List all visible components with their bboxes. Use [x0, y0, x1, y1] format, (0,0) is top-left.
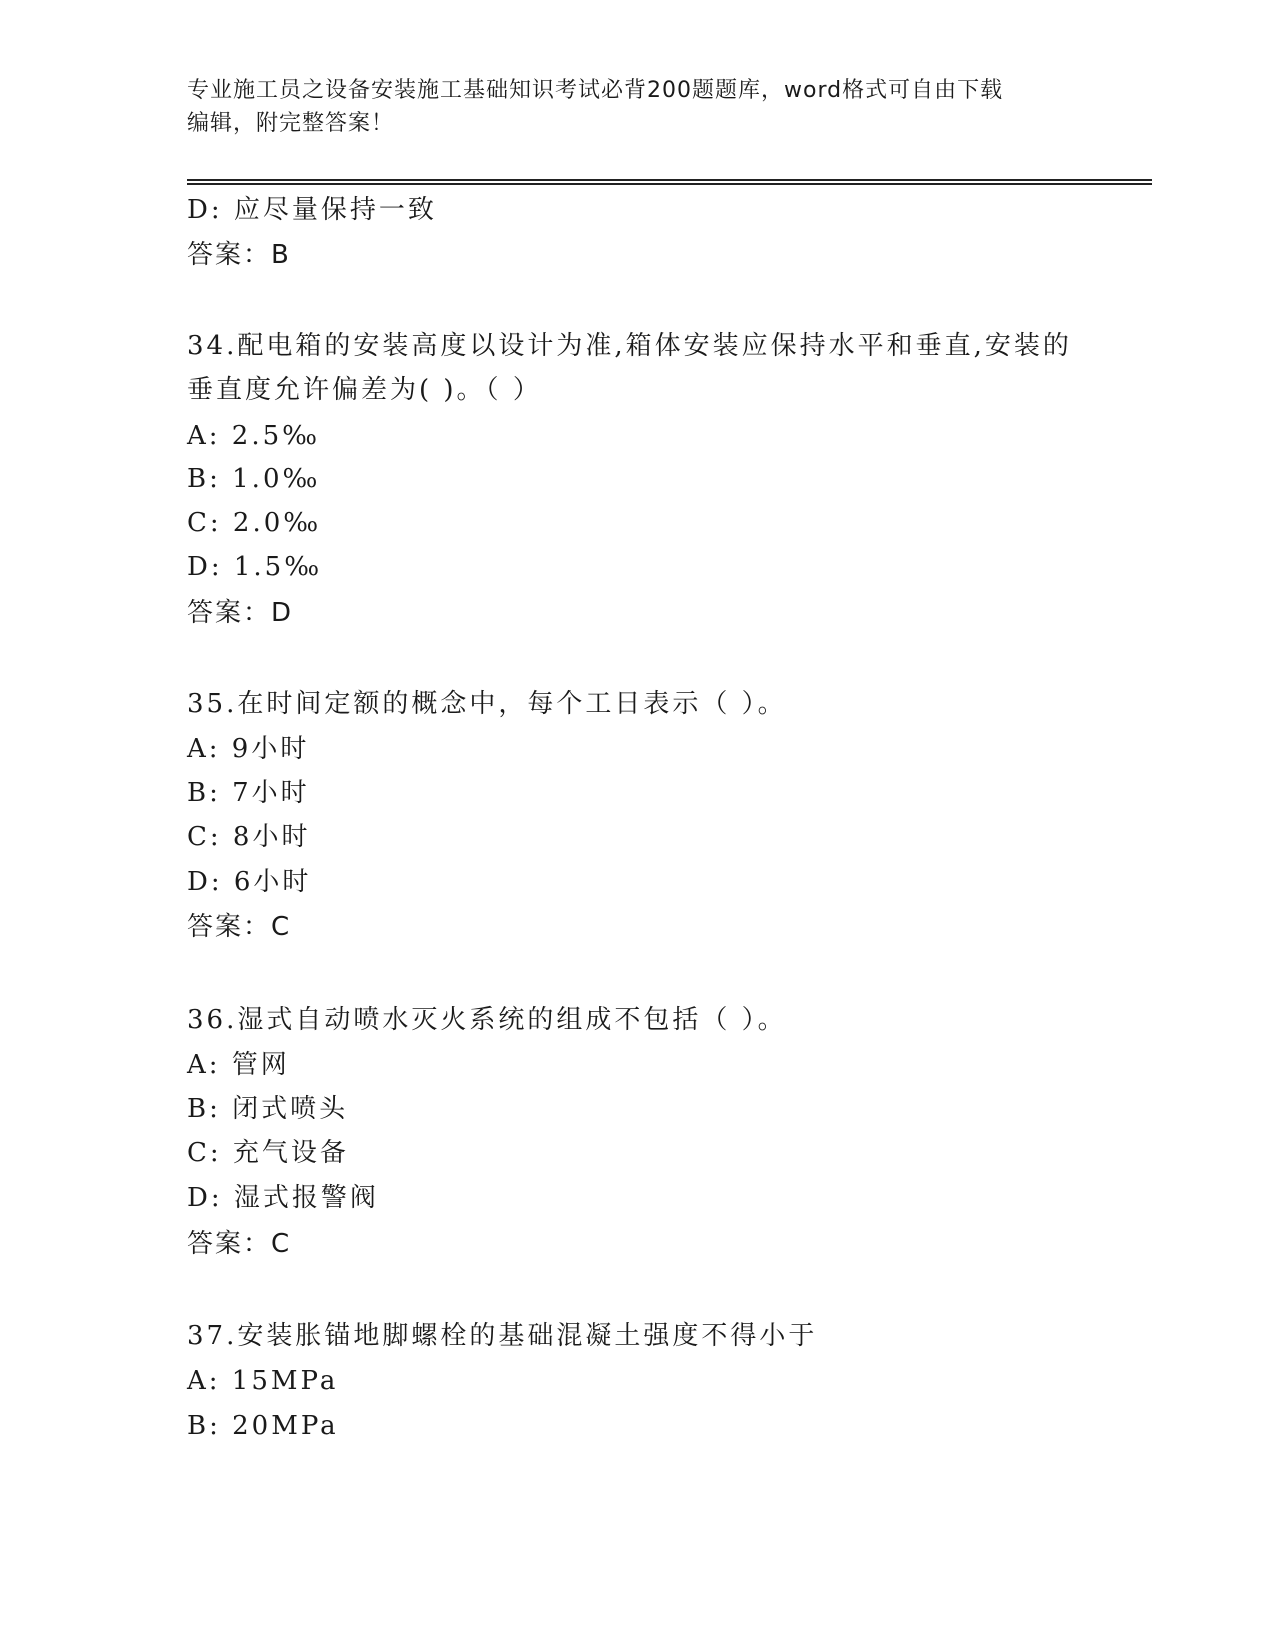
q34-answer: 答案：D [187, 598, 294, 628]
q33-option-d: D: 应尽量保持一致 [187, 195, 437, 225]
header-title-line-1: 专业施工员之设备安装施工基础知识考试必背200题题库，word格式可自由下载 [187, 78, 1004, 103]
q34-option-a: A: 2.5‰ [187, 421, 321, 451]
q35-option-a: A: 9小时 [187, 734, 310, 764]
header-title-line-2: 编辑，附完整答案！ [187, 111, 395, 136]
q34-option-d: D: 1.5‰ [187, 552, 323, 582]
q37-stem: 37.安装胀锚地脚螺栓的基础混凝土强度不得小于 [187, 1321, 818, 1351]
q34-stem-line-1: 34.配电箱的安装高度以设计为准,箱体安装应保持水平和垂直,安装的 [187, 331, 1072, 361]
q35-option-b: B: 7小时 [187, 778, 310, 808]
q37-option-b: B: 20MPa [187, 1411, 339, 1441]
q34-option-c: C: 2.0‰ [187, 508, 322, 538]
q35-stem: 35.在时间定额的概念中，每个工日表示（ ）。 [187, 689, 787, 719]
q36-option-a: A: 管网 [187, 1050, 290, 1080]
q33-answer: 答案：B [187, 240, 291, 270]
q36-option-b: B: 闭式喷头 [187, 1094, 349, 1124]
q36-option-c: C: 充气设备 [187, 1138, 349, 1168]
document-header [187, 74, 1067, 140]
q34-option-b: B: 1.0‰ [187, 464, 321, 494]
q37-option-a: A: 15MPa [187, 1366, 339, 1396]
header-divider-top [187, 179, 1152, 181]
q35-option-d: D: 6小时 [187, 867, 312, 897]
q36-answer: 答案：C [187, 1229, 292, 1259]
q35-answer: 答案：C [187, 912, 292, 942]
q35-option-c: C: 8小时 [187, 822, 311, 852]
q36-option-d: D: 湿式报警阀 [187, 1183, 379, 1213]
q36-stem: 36.湿式自动喷水灭火系统的组成不包括（ ）。 [187, 1005, 787, 1035]
header-divider-bottom [187, 183, 1152, 185]
q34-stem-line-2: 垂直度允许偏差为( )。（ ） [187, 375, 542, 405]
